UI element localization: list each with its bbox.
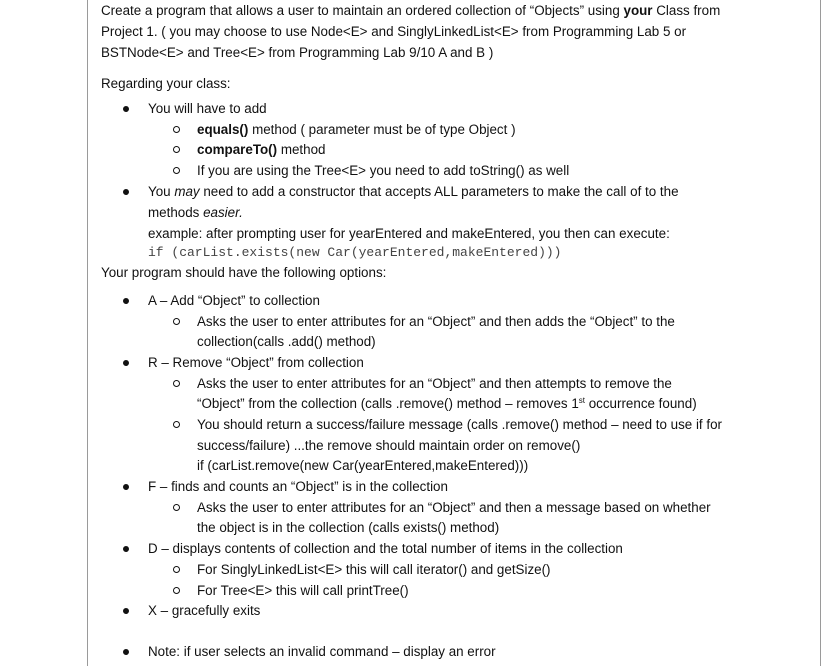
bullet-icon <box>123 106 129 112</box>
bullet-icon <box>123 298 129 304</box>
option-find-detail-cont: the object is in the collection (calls exists() method) <box>197 520 500 535</box>
option-remove: R – Remove “Object” from collection <box>148 355 364 370</box>
constructor-item: You may need to add a constructor that accepts ALL parameters to make the call of to the <box>148 184 679 199</box>
bullet-icon <box>123 189 129 195</box>
intro-line-1: Create a program that allows a user to maintain an ordered collection of “Objects” using your Class from <box>101 3 721 18</box>
bullet-icon <box>123 360 129 366</box>
regarding-heading: Regarding your class: <box>101 76 231 91</box>
add-item: You will have to add <box>148 101 267 116</box>
bullet-icon <box>123 649 129 655</box>
constructor-item-cont: methods easier. <box>148 205 243 220</box>
option-remove-message: You should return a success/failure message (calls .remove() method – need to use if for <box>197 417 722 432</box>
intro-line-3: BSTNode<E> and Tree<E> from Programming Lab 9/10 A and B ) <box>101 45 494 60</box>
option-remove-code: if (carList.remove(new Car(yearEntered,makeEntered))) <box>197 458 529 473</box>
option-add: A – Add “Object” to collection <box>148 293 320 308</box>
circle-bullet-icon <box>173 380 180 387</box>
circle-bullet-icon <box>173 421 180 428</box>
circle-bullet-icon <box>173 146 180 153</box>
example-code: if (carList.exists(new Car(yearEntered,makeEntered))) <box>148 245 562 260</box>
option-remove-message-cont: success/failure) ...the remove should maintain order on remove() <box>197 438 581 453</box>
options-heading: Your program should have the following options: <box>101 265 387 280</box>
option-add-detail-cont: collection(calls .add() method) <box>197 334 376 349</box>
option-display-list: For SinglyLinkedList<E> this will call iterator() and getSize() <box>197 562 551 577</box>
tostring-item: If you are using the Tree<E> you need to add toString() as well <box>197 163 570 178</box>
option-find-detail: Asks the user to enter attributes for an “Object” and then a message based on whether <box>197 500 711 515</box>
option-exit: X – gracefully exits <box>148 603 261 618</box>
bullet-icon <box>123 546 129 552</box>
option-remove-detail: Asks the user to enter attributes for an “Object” and then attempts to remove the <box>197 376 672 391</box>
option-add-detail: Asks the user to enter attributes for an “Object” and then adds the “Object” to the <box>197 314 675 329</box>
option-display: D – displays contents of collection and the total number of items in the collection <box>148 541 623 556</box>
intro-line-2: Project 1. ( you may choose to use Node<E> and SinglyLinkedList<E> from Programming Lab 5 or <box>101 24 687 39</box>
note-item: Note: if user selects an invalid command – display an error <box>148 644 496 659</box>
circle-bullet-icon <box>173 566 180 573</box>
bullet-icon <box>123 484 129 490</box>
option-find: F – finds and counts an “Object” is in the collection <box>148 479 448 494</box>
equals-item: equals() method ( parameter must be of type Object ) <box>197 122 516 137</box>
circle-bullet-icon <box>173 587 180 594</box>
circle-bullet-icon <box>173 504 180 511</box>
option-display-tree: For Tree<E> this will call printTree() <box>197 583 409 598</box>
compareto-item: compareTo() method <box>197 142 326 157</box>
circle-bullet-icon <box>173 318 180 325</box>
bullet-icon <box>123 608 129 614</box>
circle-bullet-icon <box>173 167 180 174</box>
circle-bullet-icon <box>173 126 180 133</box>
example-text: example: after prompting user for yearEntered and makeEntered, you then can execute: <box>148 226 670 241</box>
option-remove-detail-cont: “Object” from the collection (calls .remove() method – removes 1st occurrence found) <box>197 396 697 411</box>
